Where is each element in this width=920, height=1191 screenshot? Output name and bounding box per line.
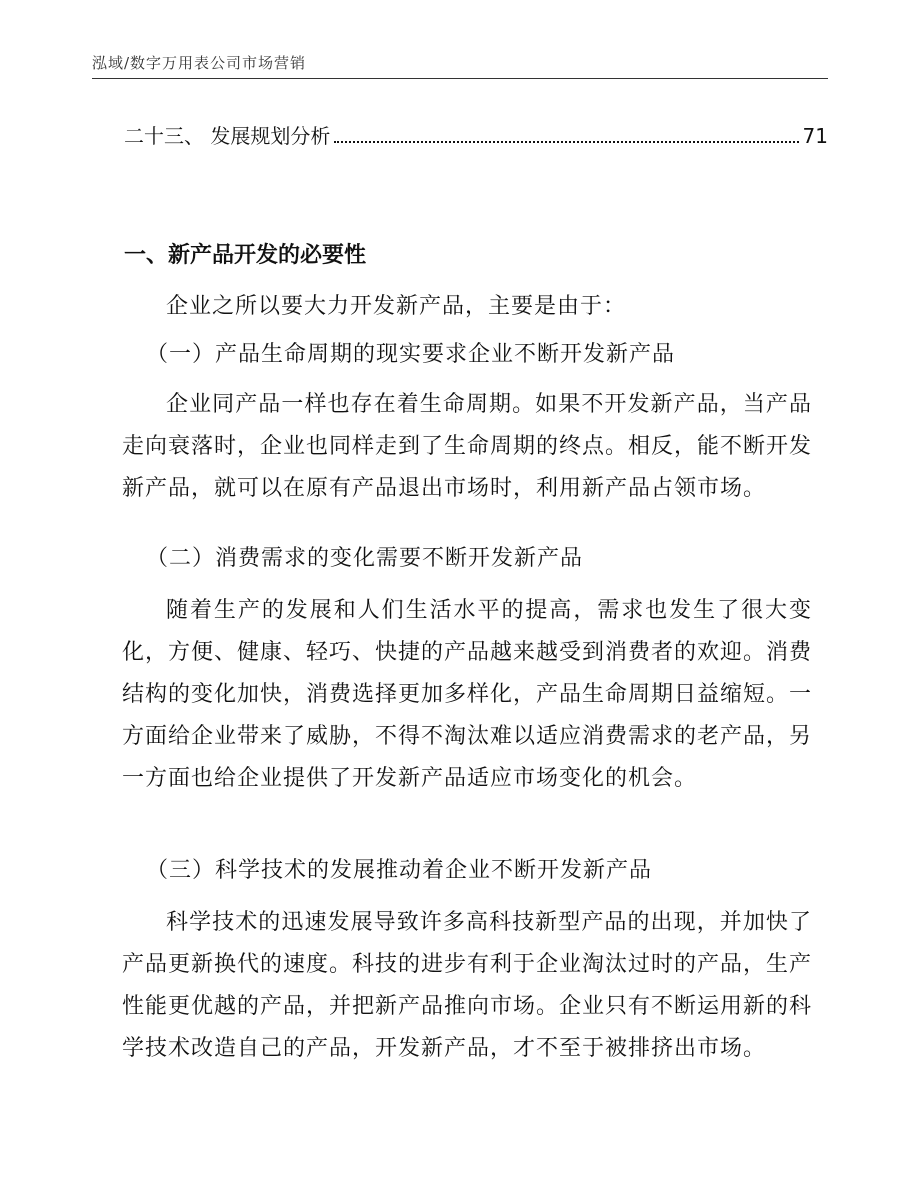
subsection-title-2: （二）消费需求的变化需要不断开发新产品 xyxy=(146,546,584,571)
intro-paragraph: 企业之所以要大力开发新产品，主要是由于： xyxy=(166,294,627,319)
toc-entry-page: 71 xyxy=(802,124,828,148)
subsection-title-3: （三）科学技术的发展推动着企业不断开发新产品 xyxy=(146,858,653,883)
toc-entry-label: 二十三、 发展规划分析 xyxy=(124,124,331,148)
page-header-title: 泓域/数字万用表公司市场营销 xyxy=(92,54,307,72)
toc-entry[interactable] xyxy=(124,122,828,150)
toc-leader-dots xyxy=(334,141,798,143)
subsection-body-3: 科学技术的迅速发展导致许多高科技新型产品的出现，并加快了产品更新换代的速度。科技的进步有利于企业淘汰过时的产品，生产性能更优越的产品，并把新产品推向市场。企业只有不断运用新的科学技术改造自己的产品，开发新产品，才不至于被排挤出市场。 xyxy=(122,910,813,1061)
header-divider xyxy=(92,78,828,79)
subsection-body-2: 随着生产的发展和人们生活水平的提高，需求也发生了很大变化，方便、健康、轻巧、快捷的产品越来越受到消费者的欢迎。消费结构的变化加快，消费选择更加多样化，产品生命周期日益缩短。一方面给企业带来了威胁，不得不淘汰难以适应消费需求的老产品，另一方面也给企业提供了开发新产品适应市场变化的机会。 xyxy=(122,598,813,791)
subsection-body-1: 企业同产品一样也存在着生命周期。如果不开发新产品，当产品走向衰落时，企业也同样走到了生命周期的终点。相反，能不断开发新产品，就可以在原有产品退出市场时，利用新产品占领市场。 xyxy=(122,392,813,501)
subsection-title-1: （一）产品生命周期的现实要求企业不断开发新产品 xyxy=(146,342,676,367)
section-heading: 一、新产品开发的必要性 xyxy=(124,242,367,268)
